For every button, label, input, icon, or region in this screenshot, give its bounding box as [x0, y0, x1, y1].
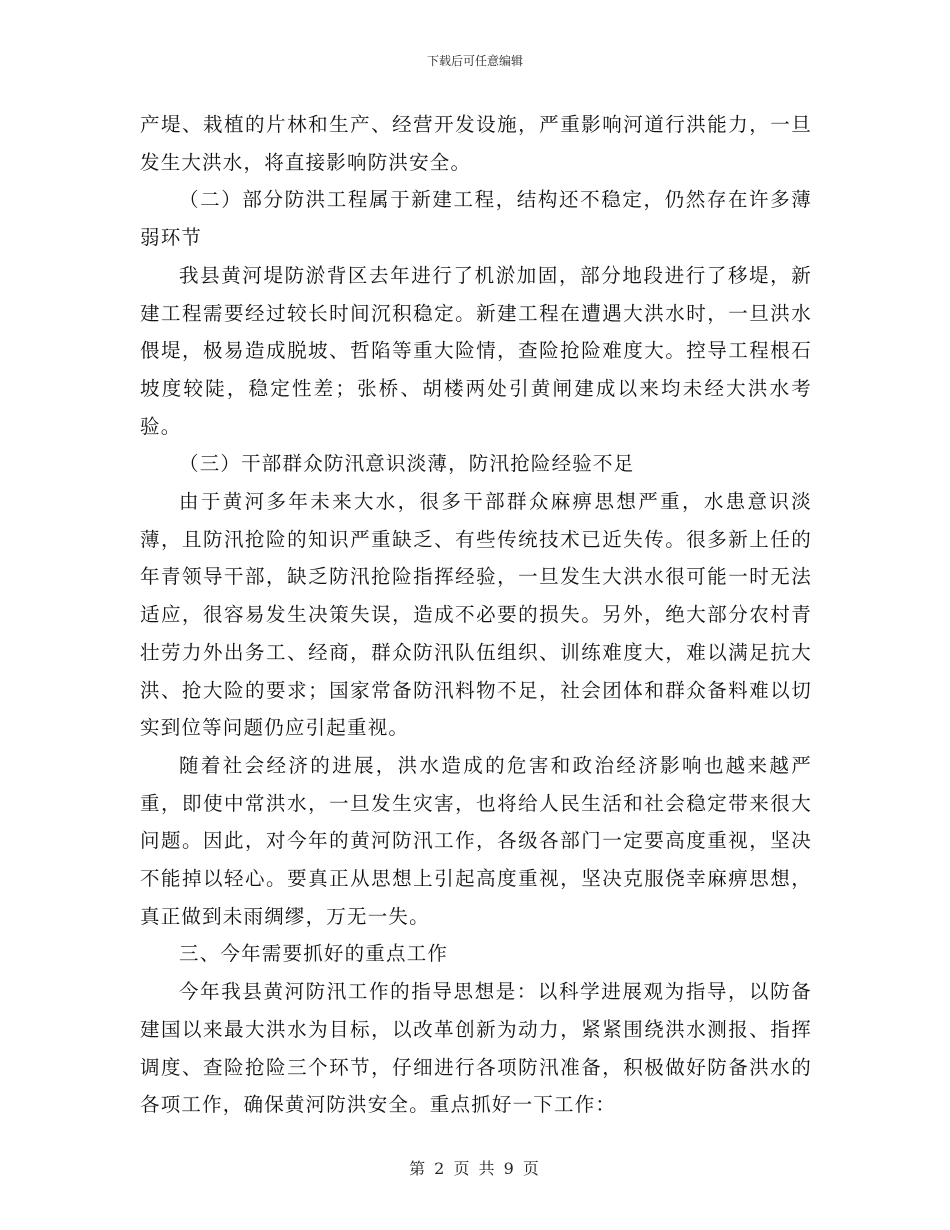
paragraph-guiding-idea: 今年我县黄河防汛工作的指导思想是：以科学进展观为指导，以防备建国以来最大洪水为目标，以改革创新为动力，紧紧围绕洪水测报、指挥调度、查险抢险三个环节，仔细进行各项防汛准备，积极做好防备洪水的各项工作，确保黄河防洪安全。重点抓好一下工作： — [140, 980, 812, 1117]
paragraph-continuation: 产堤、栽植的片林和生产、经营开发设施，严重影响河道行洪能力，一旦发生大洪水，将直接影响防洪安全。 — [140, 113, 812, 174]
section-heading-key-work: 三、今年需要抓好的重点工作 — [179, 942, 449, 966]
section-heading-2: （二）部分防洪工程属于新建工程，结构还不稳定，仍然存在许多薄弱环节 — [140, 188, 812, 250]
document-body — [140, 106, 812, 1124]
paragraph-awareness: 由于黄河多年未来大水，很多干部群众麻痹思想严重，水患意识淡薄，且防汛抢险的知识严重缺乏、有些传统技术已近失传。很多新上任的年青领导干部，缺乏防汛抢险指挥经验，一旦发生大洪水很可能一时无法适应，很容易发生决策失误，造成不必要的损失。另外，绝大部分农村青壮劳力外出务工、经商，群众防汛队伍组织、训练难度大，难以满足抗大洪、抢大险的要求；国家常备防汛料物不足，社会团体和群众备料难以切实到位等问题仍应引起重视。 — [140, 490, 812, 740]
section-heading-3: （三）干部群众防汛意识淡薄，防汛抢险经验不足 — [179, 452, 635, 476]
paragraph-importance: 随着社会经济的进展，洪水造成的危害和政治经济影响也越来越严重，即使中常洪水，一旦发生灾害，也将给人民生活和社会稳定带来很大问题。因此，对今年的黄河防汛工作，各级各部门一定要高度重视，坚决不能掉以轻心。要真正从思想上引起高度重视，坚决克服侥幸麻痹思想，真正做到未雨绸缪，万无一失。 — [140, 753, 812, 928]
paragraph-new-projects: 我县黄河堤防淤背区去年进行了机淤加固，部分地段进行了移堤，新建工程需要经过较长时间沉积稳定。新建工程在遭遇大洪水时，一旦洪水偎堤，极易造成脱坡、哲陷等重大险情，查险抢险难度大。控导工程根石坡度较陡，稳定性差；张桥、胡楼两处引黄闸建成以来均未经大洪水考验。 — [140, 263, 812, 438]
page-header-note: 下载后可任意编辑 — [426, 54, 523, 68]
page-number: 第 2 页 共 9 页 — [409, 1159, 541, 1178]
